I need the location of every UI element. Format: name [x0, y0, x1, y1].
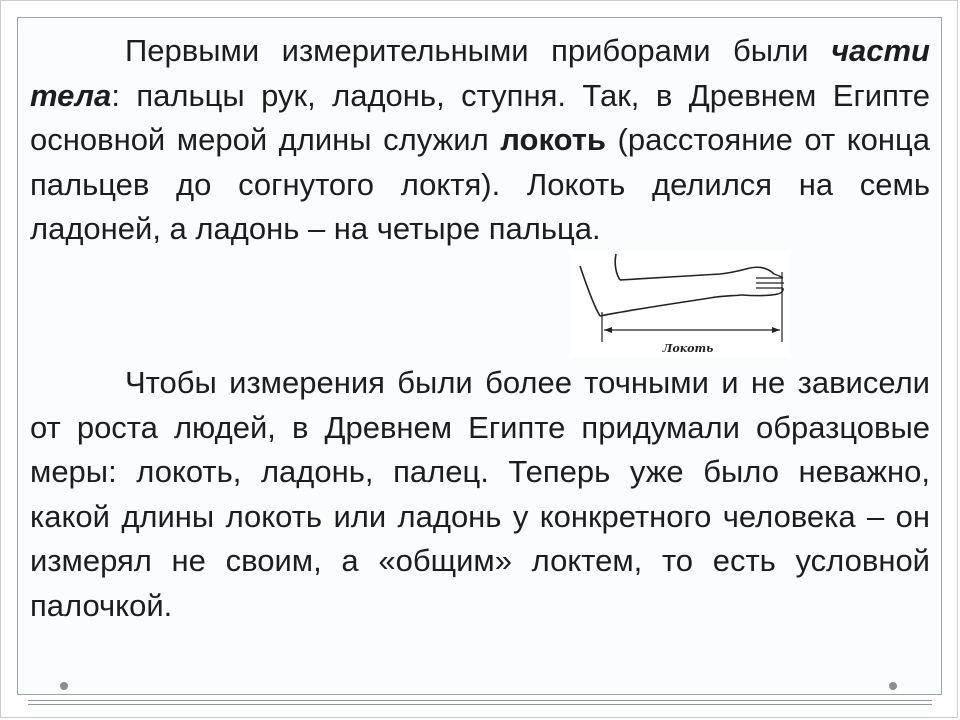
decorative-dot-left	[60, 682, 68, 690]
arm-cubit-figure	[570, 250, 790, 358]
paragraph1-after-term1: : пальцы рук, ладонь, ступня. Так, в Древнем Египте основной мерой длины служил	[30, 77, 930, 157]
decorative-dot-right	[889, 682, 897, 690]
bottom-divider-line	[28, 700, 932, 701]
paragraph-standard-measures	[30, 361, 930, 628]
paragraph-body-parts	[30, 29, 930, 252]
paragraph2-text: Чтобы измерения были более точными и не зависели от роста людей, в Древнем Египте придумали образцовые меры: локоть, ладонь, палец. Теперь уже было неважно, какой длины локоть или ладонь у конкретного человека – он измерял не своим, а «общим» локтем, то есть условной палочкой.	[30, 365, 930, 623]
figure-caption: Локоть	[662, 342, 714, 355]
paragraph1-lead: Первыми измерительными приборами были	[125, 33, 809, 68]
arm-cubit-icon	[570, 250, 790, 358]
term-cubit: локоть	[500, 122, 606, 157]
term-body-parts: части тела	[30, 33, 930, 113]
paragraph1-after-term2: (расстояние от конца пальцев до согнутого локтя). Локоть делился на семь ладоней, а ладонь – на четыре пальца.	[30, 122, 930, 246]
bottom-divider-line	[28, 704, 932, 705]
